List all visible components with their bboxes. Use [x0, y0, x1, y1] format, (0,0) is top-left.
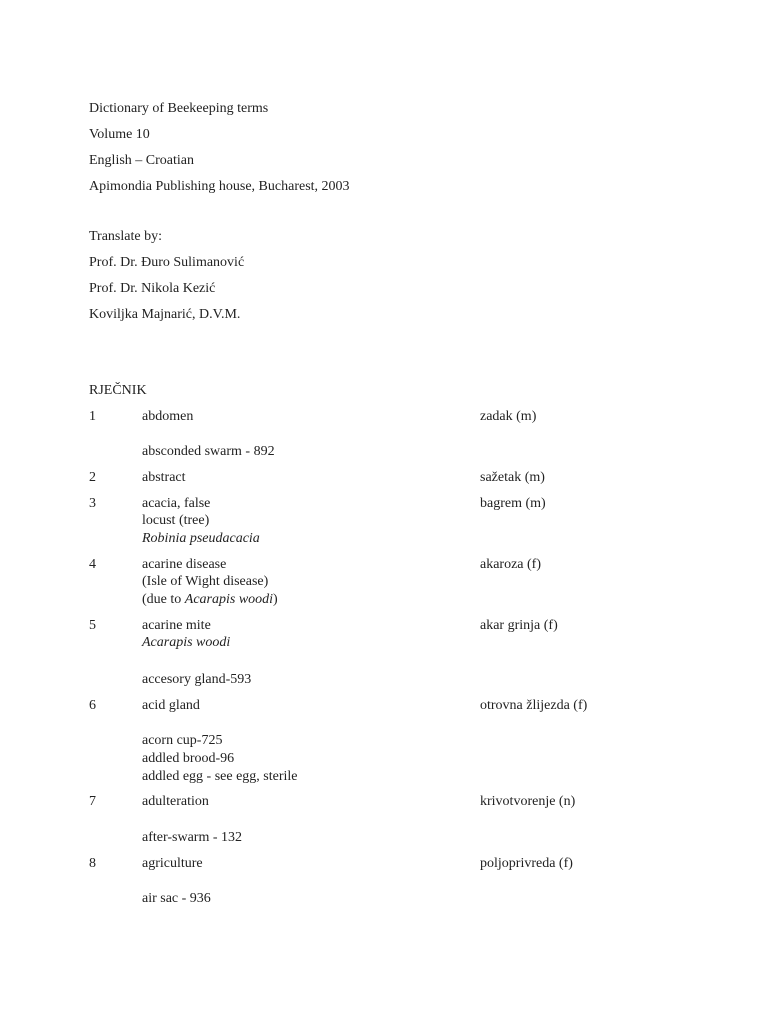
entry-term-note	[142, 591, 278, 609]
entry-term: acacia, false	[142, 496, 211, 511]
cross-reference: accesory gland-593	[142, 672, 252, 687]
entry-translation: akar grinja (f)	[480, 618, 558, 633]
document-title: Dictionary of Beekeeping terms	[89, 101, 269, 116]
entry-translation: otrovna žlijezda (f)	[480, 698, 588, 713]
entry-latin-name: Robinia pseudacacia	[142, 531, 260, 546]
translator-name: Prof. Dr. Nikola Kezić	[89, 281, 216, 296]
language-pair: English – Croatian	[89, 153, 194, 168]
entry-number: 7	[89, 794, 96, 809]
note-prefix: (due to	[142, 592, 185, 607]
entry-number: 5	[89, 618, 96, 633]
entry-latin-name: Acarapis woodi	[142, 635, 231, 650]
entry-term: acarine disease	[142, 557, 227, 572]
entry-number: 3	[89, 496, 96, 511]
entry-term-continuation: (Isle of Wight disease)	[142, 574, 269, 589]
cross-reference: acorn cup-725	[142, 733, 223, 748]
cross-reference: air sac - 936	[142, 891, 211, 906]
cross-reference: addled brood-96	[142, 751, 235, 766]
entry-translation: poljoprivreda (f)	[480, 856, 573, 871]
entry-number: 1	[89, 409, 96, 424]
volume-label: Volume 10	[89, 127, 150, 142]
cross-reference: absconded swarm - 892	[142, 444, 275, 459]
entry-term: adulteration	[142, 794, 209, 809]
entry-term: abstract	[142, 470, 186, 485]
entry-translation: bagrem (m)	[480, 496, 546, 511]
entry-number: 6	[89, 698, 96, 713]
entry-translation: zadak (m)	[480, 409, 537, 424]
cross-reference: addled egg - see egg, sterile	[142, 769, 298, 784]
translator-name: Prof. Dr. Đuro Sulimanović	[89, 255, 245, 270]
entry-term: agriculture	[142, 856, 203, 871]
section-title: RJEČNIK	[89, 383, 147, 398]
entry-number: 2	[89, 470, 96, 485]
entry-translation: akaroza (f)	[480, 557, 542, 572]
entry-term-continuation: locust (tree)	[142, 513, 210, 528]
note-suffix: )	[273, 592, 278, 607]
translator-name: Koviljka Majnarić, D.V.M.	[89, 307, 241, 322]
entry-number: 8	[89, 856, 96, 871]
entry-translation: krivotvorenje (n)	[480, 794, 576, 809]
publisher-line: Apimondia Publishing house, Bucharest, 2003	[89, 179, 350, 194]
entry-term: acid gland	[142, 698, 200, 713]
entry-latin-name: Acarapis woodi	[184, 592, 274, 607]
cross-reference: after-swarm - 132	[142, 830, 243, 845]
entry-term: acarine mite	[142, 618, 211, 633]
entry-term: abdomen	[142, 409, 194, 424]
translators-label: Translate by:	[89, 229, 162, 244]
entry-translation: sažetak (m)	[480, 470, 545, 485]
entry-number: 4	[89, 557, 96, 572]
